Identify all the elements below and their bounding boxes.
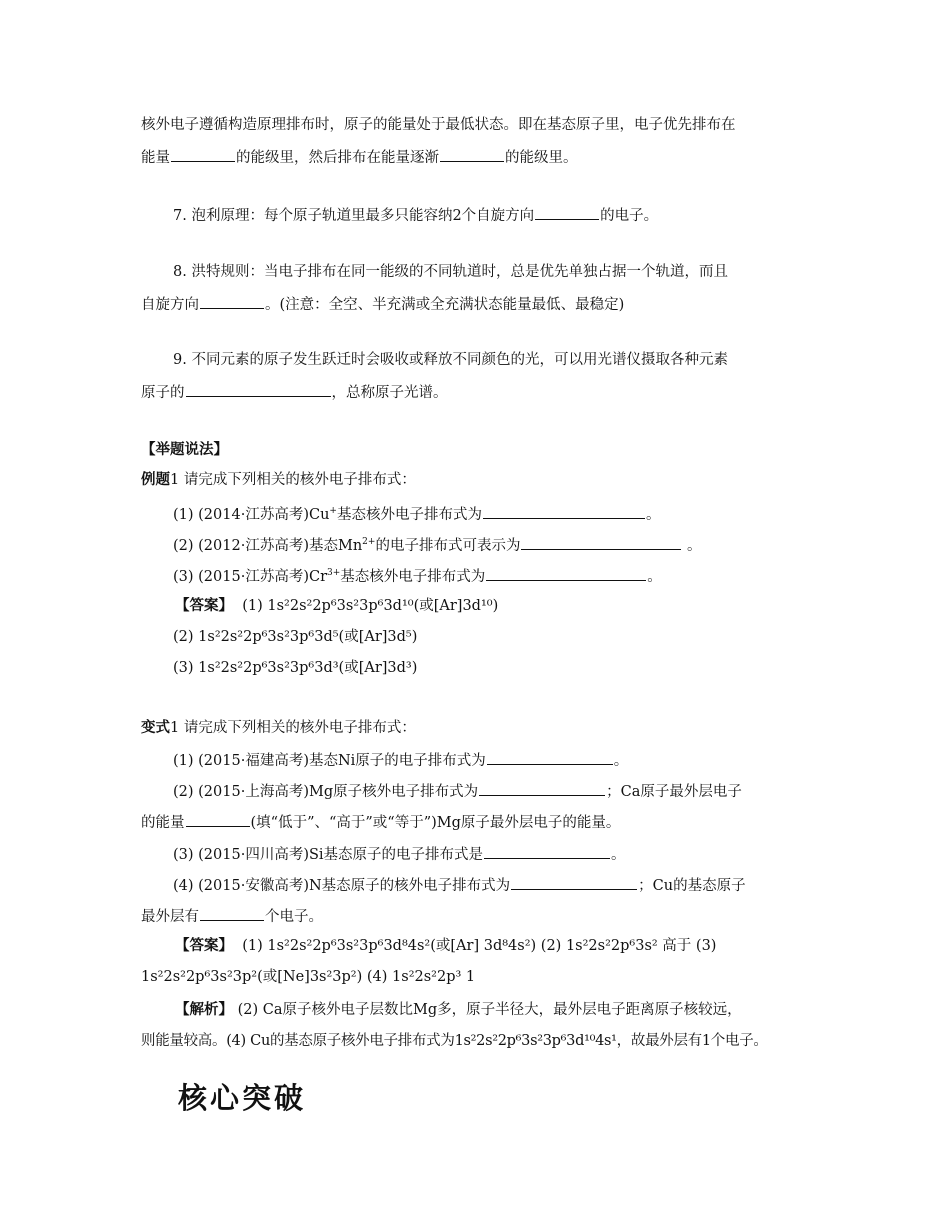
variant-explanation-line2: 则能量较高。(4) Cu的基态原子核外电子排布式为1s²2s²2p⁶3s²3p⁶3d¹⁰4s¹，故最外层有1个电子。: [141, 1033, 768, 1049]
variant-q3: (3) (2015·四川高考)Si基态原子的电子排布式是 。: [173, 843, 850, 865]
section-label: 【举题说法】: [141, 442, 228, 458]
variant-q4-line2: 最外层有 个电子。: [141, 905, 850, 927]
example-answer-2: (2) 1s²2s²2p⁶3s²3p⁶3d⁵(或[Ar]3d⁵): [173, 629, 418, 645]
variant-q2-line1: (2) (2015·上海高考)Mg原子核外电子排布式为 ；Ca原子最外层电子: [173, 780, 850, 802]
example-answer-1: 【答案】 (1) 1s²2s²2p⁶3s²3p⁶3d¹⁰(或[Ar]3d¹⁰): [175, 598, 499, 614]
example-q3: (3) (2015·江苏高考)$Cr^{3+}$基态核外电子排布式为 。: [173, 565, 850, 587]
fill-blank[interactable]: [486, 565, 646, 581]
example-q1: (1) (2014·江苏高考)Cu+基态核外电子排布式为 。: [173, 503, 850, 525]
variant-q2-line2: 的能量 (填“低于”、“高于”或“等于”)Mg原子最外层电子的能量。: [141, 811, 850, 833]
fill-blank[interactable]: [535, 204, 599, 220]
section-heading: 核心突破: [178, 1081, 307, 1115]
variant-explanation-line1: 【解析】 (2) Ca原子核外电子层数比Mg多，原子半径大，最外层电子距离原子核较远，: [175, 1002, 742, 1018]
fill-blank[interactable]: [511, 874, 637, 890]
variant-title: 变式1 请完成下列相关的核外电子排布式：: [141, 720, 416, 736]
fill-blank[interactable]: [200, 293, 264, 309]
fill-blank[interactable]: [171, 146, 235, 162]
variant-q1: (1) (2015·福建高考)基态Ni原子的电子排布式为 。: [173, 749, 850, 771]
example-q2: (2) (2012·江苏高考)基态$Mn^{2+}$的电子排布式可表示为 。: [173, 534, 850, 556]
para6-line1: 核外电子遵循构造原理排布时，原子的能量处于最低状态。即在基态原子里，电子优先排布在: [141, 117, 736, 133]
variant-answer-line2: 1s²2s²2p⁶3s²3p²(或[Ne]3s²3p²) (4) 1s²2s²2p³ 1: [141, 969, 476, 985]
fill-blank[interactable]: [200, 905, 264, 921]
variant-answer-line1: 【答案】 (1) 1s²2s²2p⁶3s²3p⁶3d⁸4s²(或[Ar] 3d⁸4s²) (2) 1s²2s²2p⁶3s² 高于 (3): [175, 938, 717, 954]
example-answer-3: (3) 1s²2s²2p⁶3s²3p⁶3d³(或[Ar]3d³): [173, 660, 418, 676]
para9-line2: 原子的 ，总称原子光谱。: [141, 381, 850, 403]
fill-blank[interactable]: [483, 503, 645, 519]
para6-line2: 能量 的能级里，然后排布在能量逐渐 的能级里。: [141, 146, 850, 168]
variant-q4-line1: (4) (2015·安徽高考)N基态原子的核外电子排布式为 ；Cu的基态原子: [173, 874, 850, 896]
example-title: 例题1 请完成下列相关的核外电子排布式：: [141, 472, 416, 488]
fill-blank[interactable]: [186, 811, 250, 827]
para9-line1: 9. 不同元素的原子发生跃迁时会吸收或释放不同颜色的光，可以用光谱仪摄取各种元素: [173, 352, 728, 368]
para8-line1: 8. 洪特规则：当电子排布在同一能级的不同轨道时，总是优先单独占据一个轨道，而且: [173, 264, 728, 280]
fill-blank[interactable]: [521, 534, 681, 550]
fill-blank[interactable]: [487, 749, 613, 765]
fill-blank[interactable]: [479, 780, 605, 796]
fill-blank[interactable]: [484, 843, 610, 859]
fill-blank[interactable]: [440, 146, 504, 162]
para7: 7. 泡利原理：每个原子轨道里最多只能容纳2个自旋方向 的电子。: [173, 204, 850, 226]
para8-line2: 自旋方向 。(注意：全空、半充满或全充满状态能量最低、最稳定): [141, 293, 850, 315]
fill-blank[interactable]: [186, 381, 331, 397]
